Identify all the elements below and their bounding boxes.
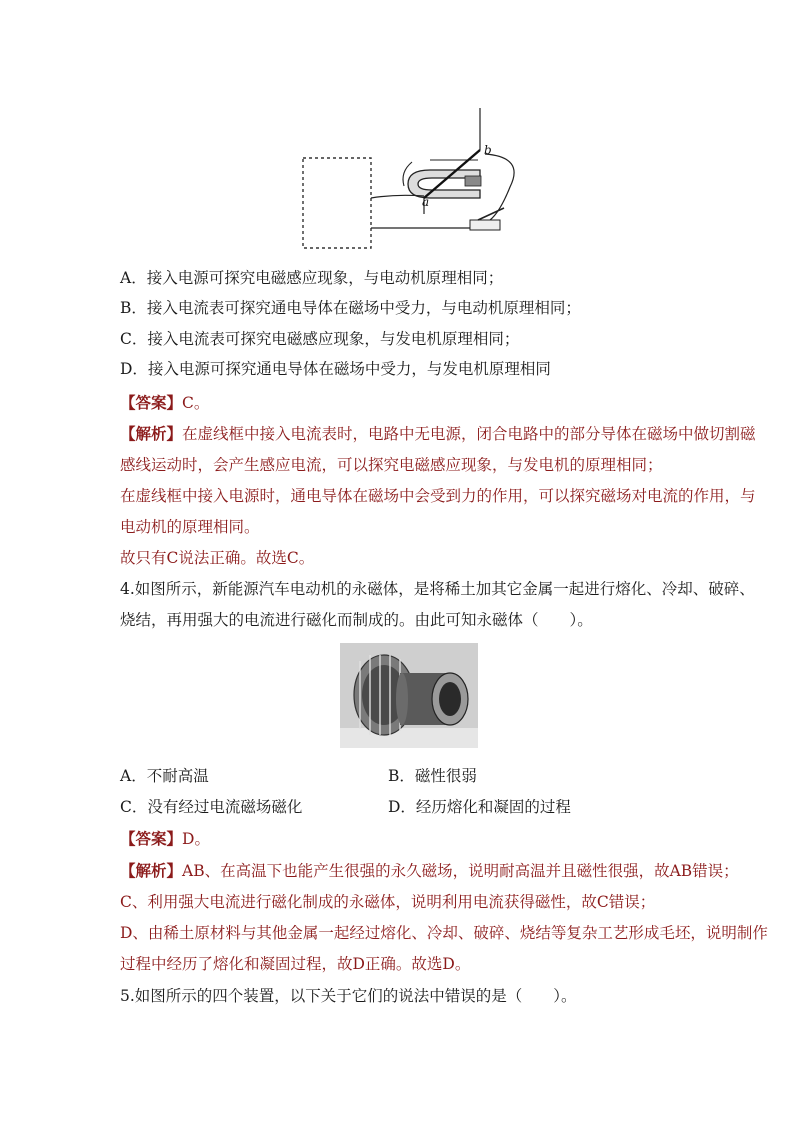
q4-option-b: B．磁性很弱 [388,767,477,785]
q5-stem: 5.如图所示的四个装置，以下关于它们的说法中错误的是（ ）。 [120,987,577,1005]
q3-answer [120,393,710,413]
switch [470,220,500,230]
q4-stem-line-1: 4.如图所示，新能源汽车电动机的永磁体，是将稀土加其它金属一起进行熔化、冷却、破碎、 [120,580,755,598]
label-a: a [422,195,430,209]
q4-analysis-line-3: D、由稀土原材料与其他金属一起经过熔化、冷却、破碎、烧结等复杂工艺形成毛坯，说明制作 [120,924,768,942]
q3-analysis-line-3: 在虚线框中接入电源时，通电导体在磁场中会受到力的作用，可以探究磁场对电流的作用，与 [120,487,756,505]
q4-stem-line-2: 烧结，再用强大的电流进行磁化而制成的。由此可知永磁体（ ）。 [120,611,593,629]
q4-analysis-line-2: C、利用强大电流进行磁化制成的永磁体，说明利用电流获得磁性，故C错误； [120,893,656,911]
answer-tag: 【答案】 [120,393,183,412]
q4-answer [120,829,710,849]
q3-analysis-line-4: 电动机的原理相同。 [120,518,260,536]
answer-text: C。 [182,394,210,412]
label-b: b [484,143,492,157]
q3-analysis-line-2: 感线运动时，会产生感应电流，可以探究电磁感应现象，与发电机的原理相同； [120,456,663,474]
q3-option-a: A．接入电源可探究电磁感应现象，与电动机原理相同； [120,269,504,287]
q3-analysis-line-1 [120,424,756,444]
permanent-magnet-photo [340,643,478,748]
analysis-text: 在虚线框中接入电流表时，电路中无电源，闭合电路中的部分导体在磁场中做切割磁 [182,425,756,443]
q3-analysis-line-5: 故只有C说法正确。故选C。 [120,549,315,567]
q3-option-c: C．接入电流表可探究电磁感应现象，与发电机原理相同； [120,330,520,348]
q4-option-c: C．没有经过电流磁场磁化 [120,798,303,816]
q4-option-d: D．经历熔化和凝固的过程 [388,798,571,816]
q3-option-d: D．接入电源可探究通电导体在磁场中受力，与发电机原理相同 [120,360,551,378]
analysis-text: AB、在高温下也能产生很强的永久磁场，说明耐高温并且磁性很强，故AB错误； [182,862,739,880]
analysis-tag: 【解析】 [120,424,183,443]
q4-option-a: A．不耐高温 [120,767,209,785]
answer-text: D。 [182,830,210,848]
q4-analysis-line-1 [120,861,739,881]
q4-analysis-line-4: 过程中经历了熔化和凝固过程，故D正确。故选D。 [120,955,471,973]
analysis-tag: 【解析】 [120,861,183,880]
q3-option-b: B．接入电流表可探究通电导体在磁场中受力，与电动机原理相同； [120,299,581,317]
dashed-box [303,158,371,248]
answer-tag: 【答案】 [120,829,183,848]
electromagnetic-circuit-figure [300,102,518,252]
